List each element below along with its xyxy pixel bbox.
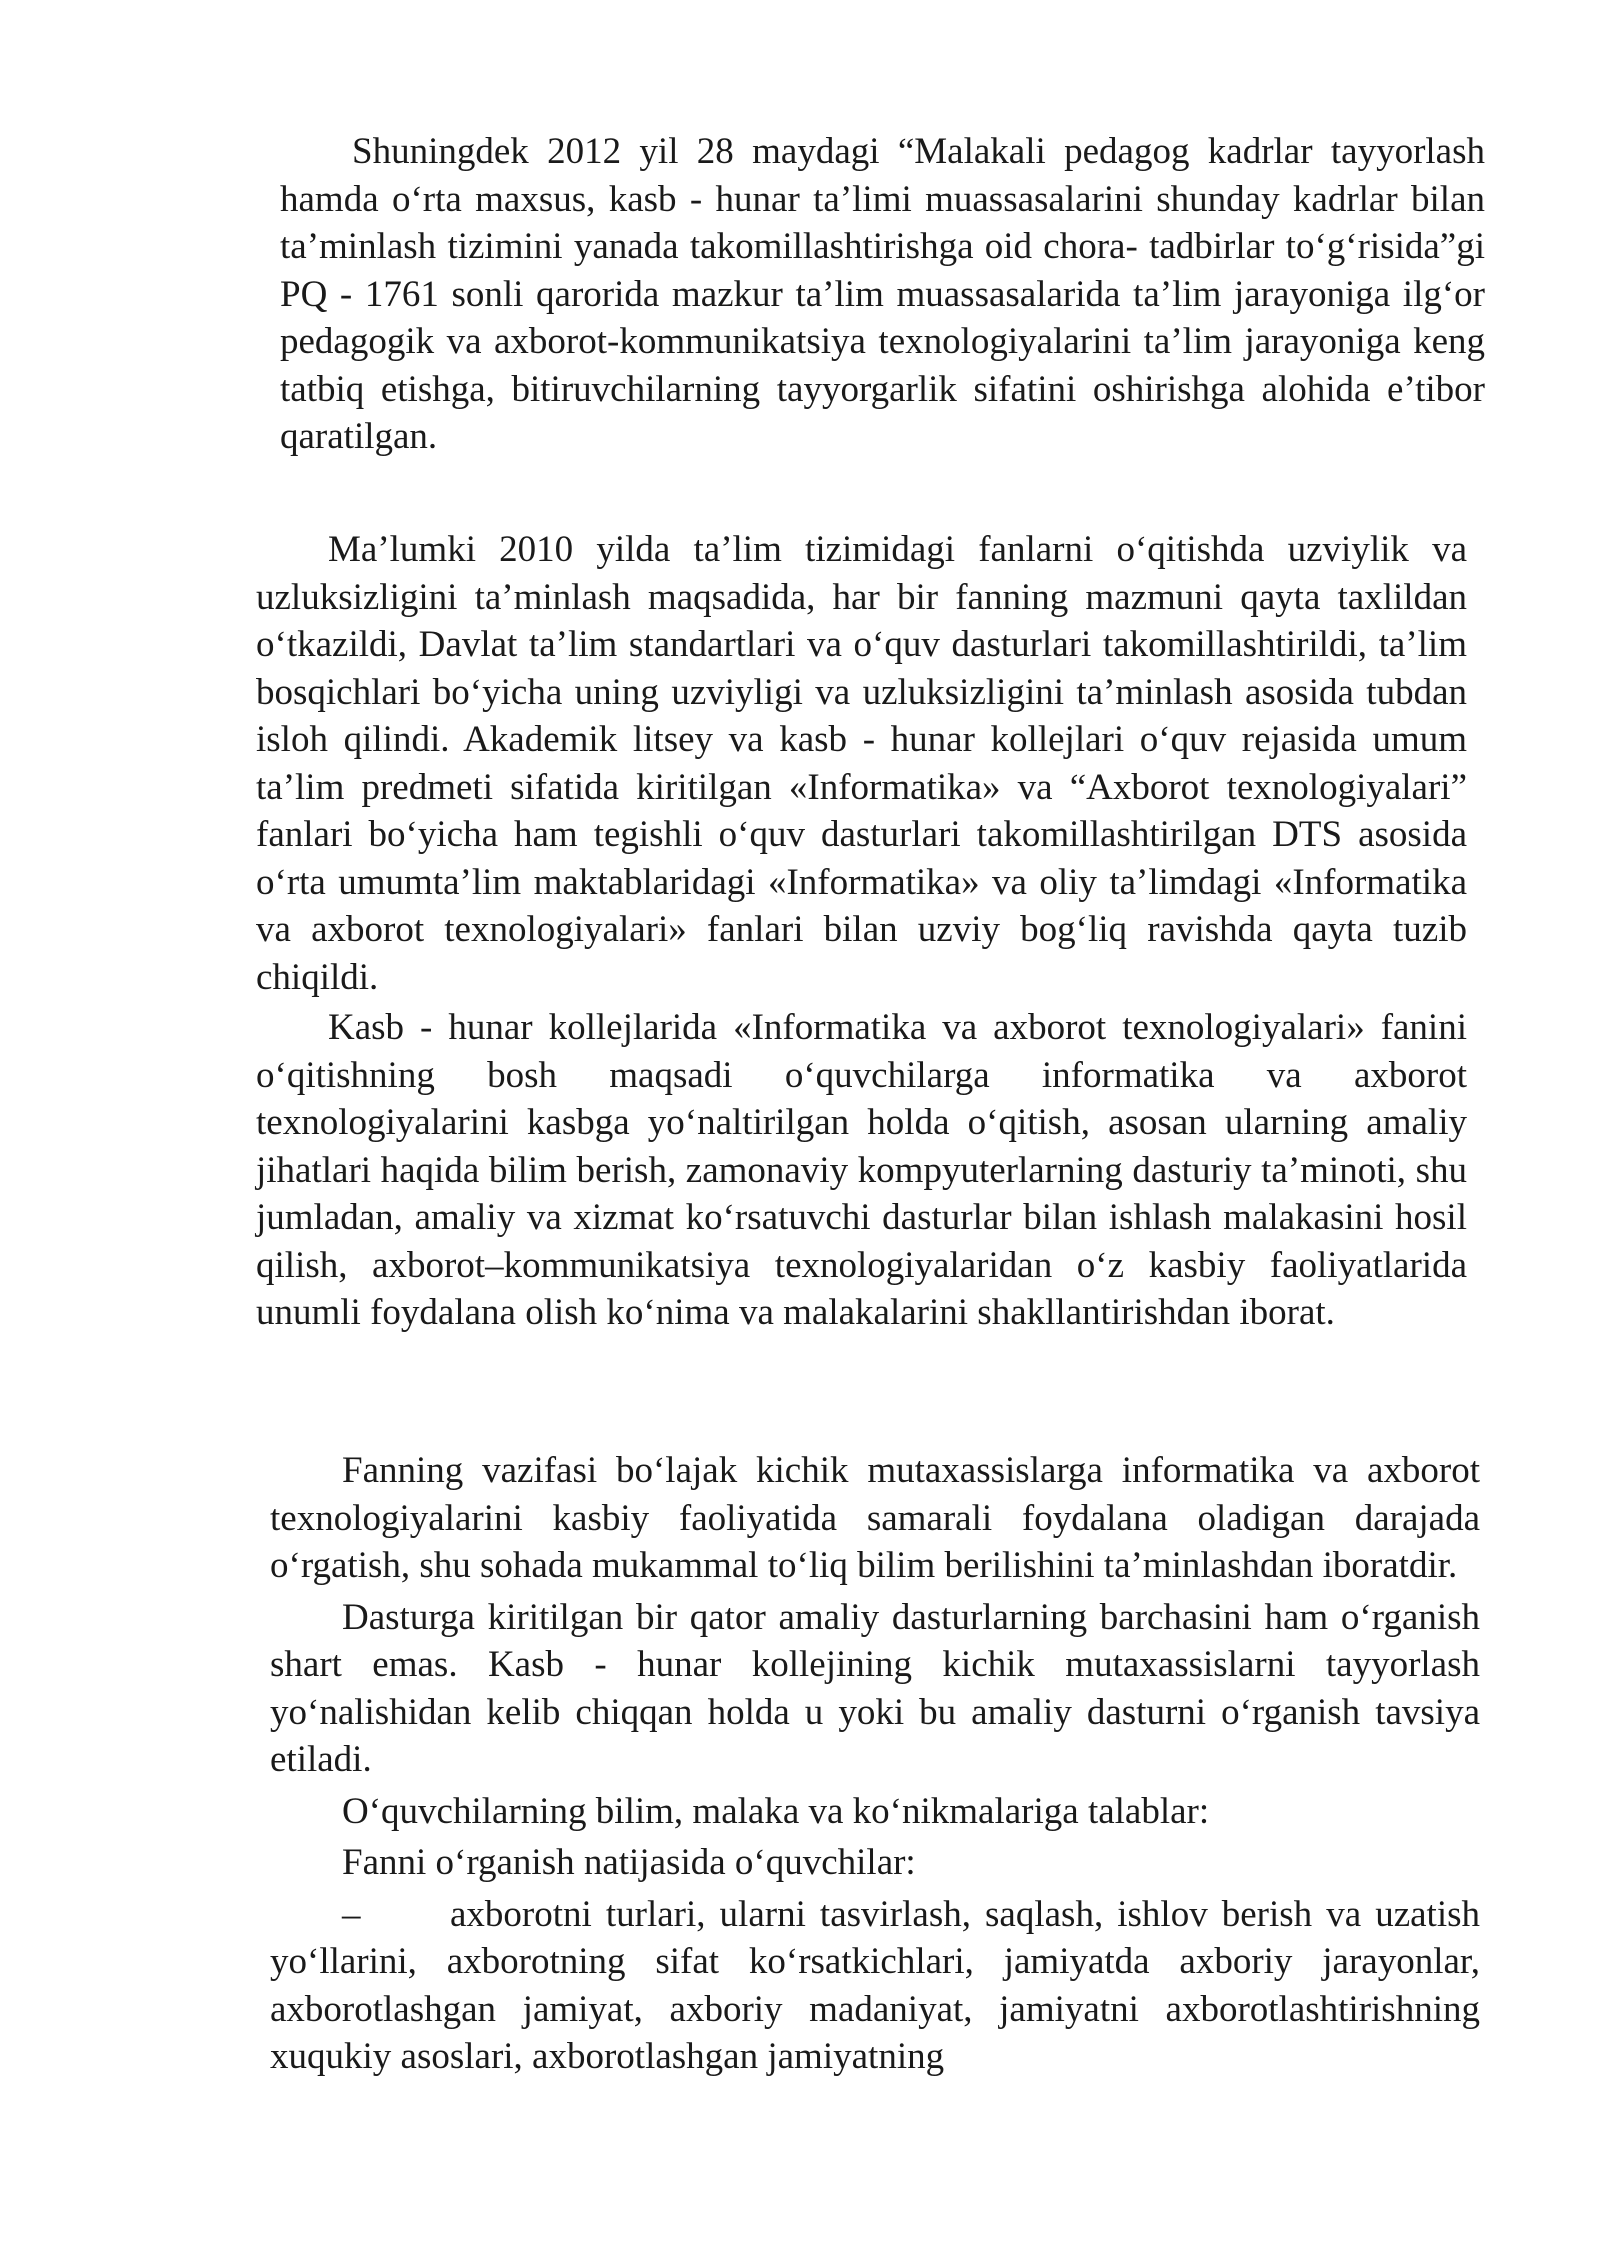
list-item [270, 1891, 1480, 2081]
text-block-upper [280, 128, 1485, 461]
paragraph-learning-outcomes: Fanni o‘rganish natijasida o‘quvchilar: [342, 1842, 916, 1883]
paragraph-main-goal: Kasb - hunar kollejlarida «Informatika va axborot texnologiyalari» fanini o‘qitishning bosh maqsadi o‘quvchilarga informatika va axborot texnologiyalarini kasbga yo‘naltirilgan holda o‘qitish, asosan ularning amaliy jihatlari haqida bilim berish, zamonaviy kompyuterlarning dasturiy ta’minoti, shu jumladan, amaliy va xizmat ko‘rsatuvchi dasturlar bilan ishlash malakasini hosil qilish, axborot–kommunikatsiya texnologiyalaridan o‘z kasbiy faoliyatlarida unumli foydalana olish ko‘nima va malakalarini shakllantirishdan iborat. [256, 1007, 1467, 1333]
paragraph-requirements-heading: O‘quvchilarning bilim, malaka va ko‘nikmalariga talablar: [342, 1790, 1210, 1832]
text-block-lower [270, 1447, 1480, 2081]
list-dash-marker: – [342, 1893, 361, 1935]
list-item-text: axborotni turlari, ularni tasvirlash, saqlash, ishlov berish va uzatish yo‘llarini, axborotning sifat ko‘rsatkichlari, jamiyatda axboriy jarayonlar, axborotlashgan jamiyat, axboriy madaniyat, jamiyatni axborotlashtirishning xuqukiy asoslari, axborotlashgan jamiyatning [270, 1893, 1480, 2077]
paragraph-program-note: Dasturga kiritilgan bir qator amaliy dasturlarning barchasini ham o‘rganish shart emas. Kasb - hunar kollejining kichik mutaxassislarni tayyorlash yo‘nalishidan kelib chiqqan holda u yoki bu amaliy dasturni o‘rganish tavsiya etiladi. [270, 1596, 1480, 1780]
paragraph-pq-1761: Shuningdek 2012 yil 28 maydagi “Malakali pedagog kadrlar tayyorlash hamda o‘rta maxsus, kasb - hunar ta’limi muassasalarini shunday kadrlar bilan ta’minlash tizimini yanada takomillashtirishga oid chora- tadbirlar to‘g‘risida”gi PQ - 1761 sonli qarorida mazkur ta’lim muassasalarida ta’lim jarayoniga ilg‘or pedagogik va axborot-kommunikatsiya texnologiyalarini ta’lim jarayoniga keng tatbiq etishga, bitiruvchilarning tayyorgarlik sifatini oshirishga alohida e’tibor qaratilgan. [280, 131, 1485, 457]
text-block-middle [256, 526, 1467, 1337]
paragraph-subject-task: Fanning vazifasi bo‘lajak kichik mutaxassislarga informatika va axborot texnologiyalarini kasbiy faoliyatida samarali foydalana oladigan darajada o‘rgatish, shu sohada mukammal to‘liq bilim berilishini ta’minlashdan iboratdir. [270, 1450, 1480, 1586]
paragraph-2010-reform: Ma’lumki 2010 yilda ta’lim tizimidagi fanlarni o‘qitishda uzviylik va uzluksizligini ta’minlash maqsadida, har bir fanning mazmuni qayta taxlildan o‘tkazildi, Davlat ta’lim standartlari va o‘quv dasturlari takomillashtirildi, ta’lim bosqichlari bo‘yicha uning uzviyligi va uzluksizligini ta’minlash asosida tubdan isloh qilindi. Akademik litsey va kasb - hunar kollejlari o‘quv rejasida umum ta’lim predmeti sifatida kiritilgan «Informatika» va “Axborot texnologiyalari” fanlari bo‘yicha ham tegishli o‘quv dasturlari takomillashtirilgan DTS asosida o‘rta umumta’lim maktablaridagi «Informatika» va oliy ta’limdagi «Informatika va axborot texnologiyalari» fanlari bilan uzviy bog‘liq ravishda qayta tuzib chiqildi. [256, 529, 1467, 998]
